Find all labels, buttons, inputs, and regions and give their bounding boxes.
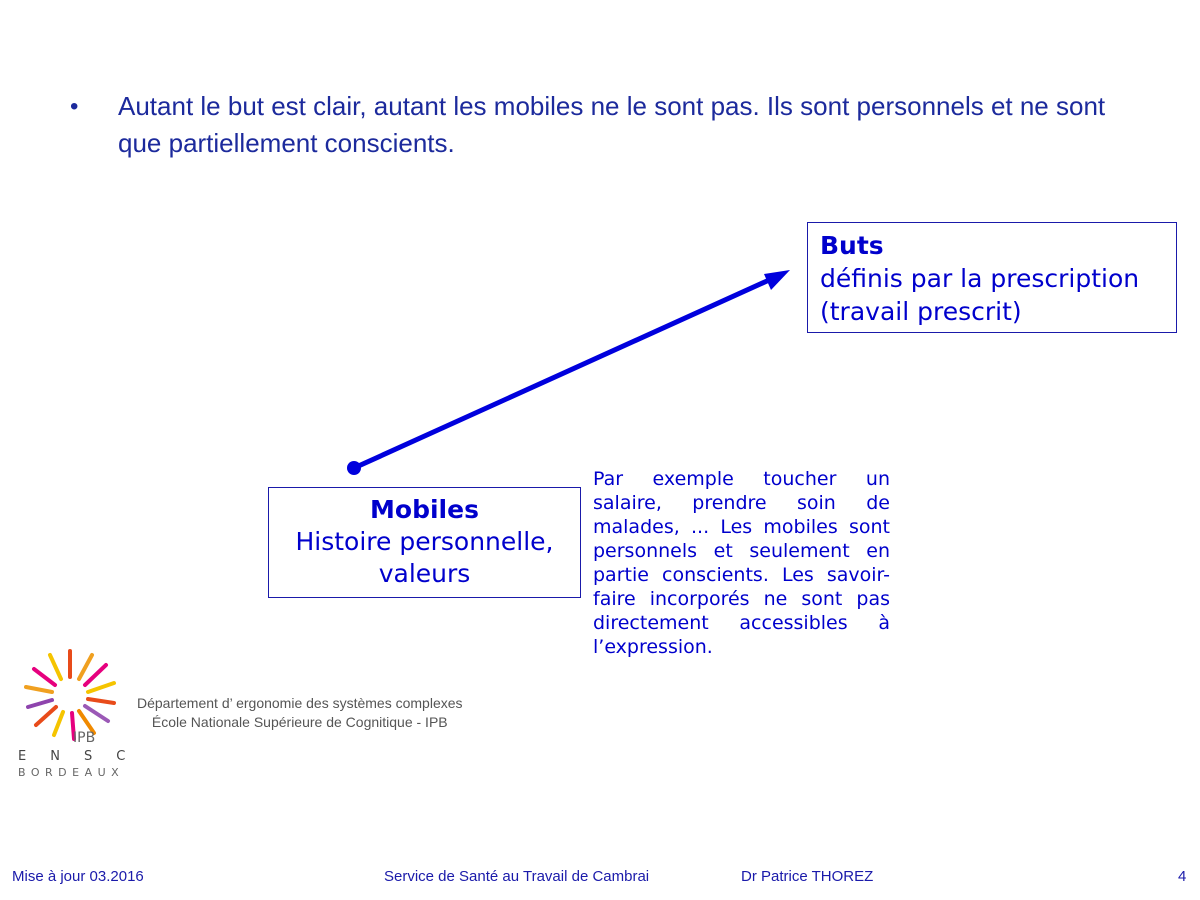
department-line-2: École Nationale Supérieure de Cognitique - IPB	[151, 714, 448, 730]
footer-service: Service de Santé au Travail de Cambrai	[384, 868, 650, 885]
buts-line-2: (travail prescrit)	[820, 297, 1022, 326]
bordeaux-label: BORDEAUX	[18, 766, 125, 779]
ipb-label: IPB	[73, 730, 96, 746]
buts-title: Buts	[820, 231, 884, 260]
footer-page-number: 4	[1178, 868, 1187, 885]
bullet-text: Autant le but est clair, autant les mobiles ne le sont pas. Ils sont personnels et ne sont que partiellement conscients.	[118, 91, 1106, 158]
department-text	[137, 694, 463, 732]
buts-box	[807, 222, 1177, 333]
arrow-head	[764, 270, 790, 290]
buts-line-1: définis par la prescription	[820, 264, 1140, 293]
footer-date: Mise à jour 03.2016	[12, 868, 144, 885]
mobiles-box	[268, 487, 581, 598]
arrow-start-dot	[347, 461, 361, 475]
ensc-label: ENSC	[18, 749, 150, 764]
mobiles-title: Mobiles	[370, 495, 479, 524]
example-text: Par exemple toucher un salaire, prendre soin de malades, ... Les mobiles sont personnels et seulement en partie conscients. Les savoir-faire incorporés ne sont pas directement accessibles à l’expression.	[593, 468, 890, 658]
arrow-line	[354, 276, 778, 468]
mobiles-line-2: valeurs	[378, 559, 471, 588]
department-line-1: Département d’ ergonomie des systèmes complexes	[137, 695, 463, 711]
mobiles-line-1: Histoire personnelle,	[295, 527, 554, 556]
footer-author: Dr Patrice THOREZ	[741, 868, 874, 885]
bullet-icon: •	[70, 93, 79, 120]
